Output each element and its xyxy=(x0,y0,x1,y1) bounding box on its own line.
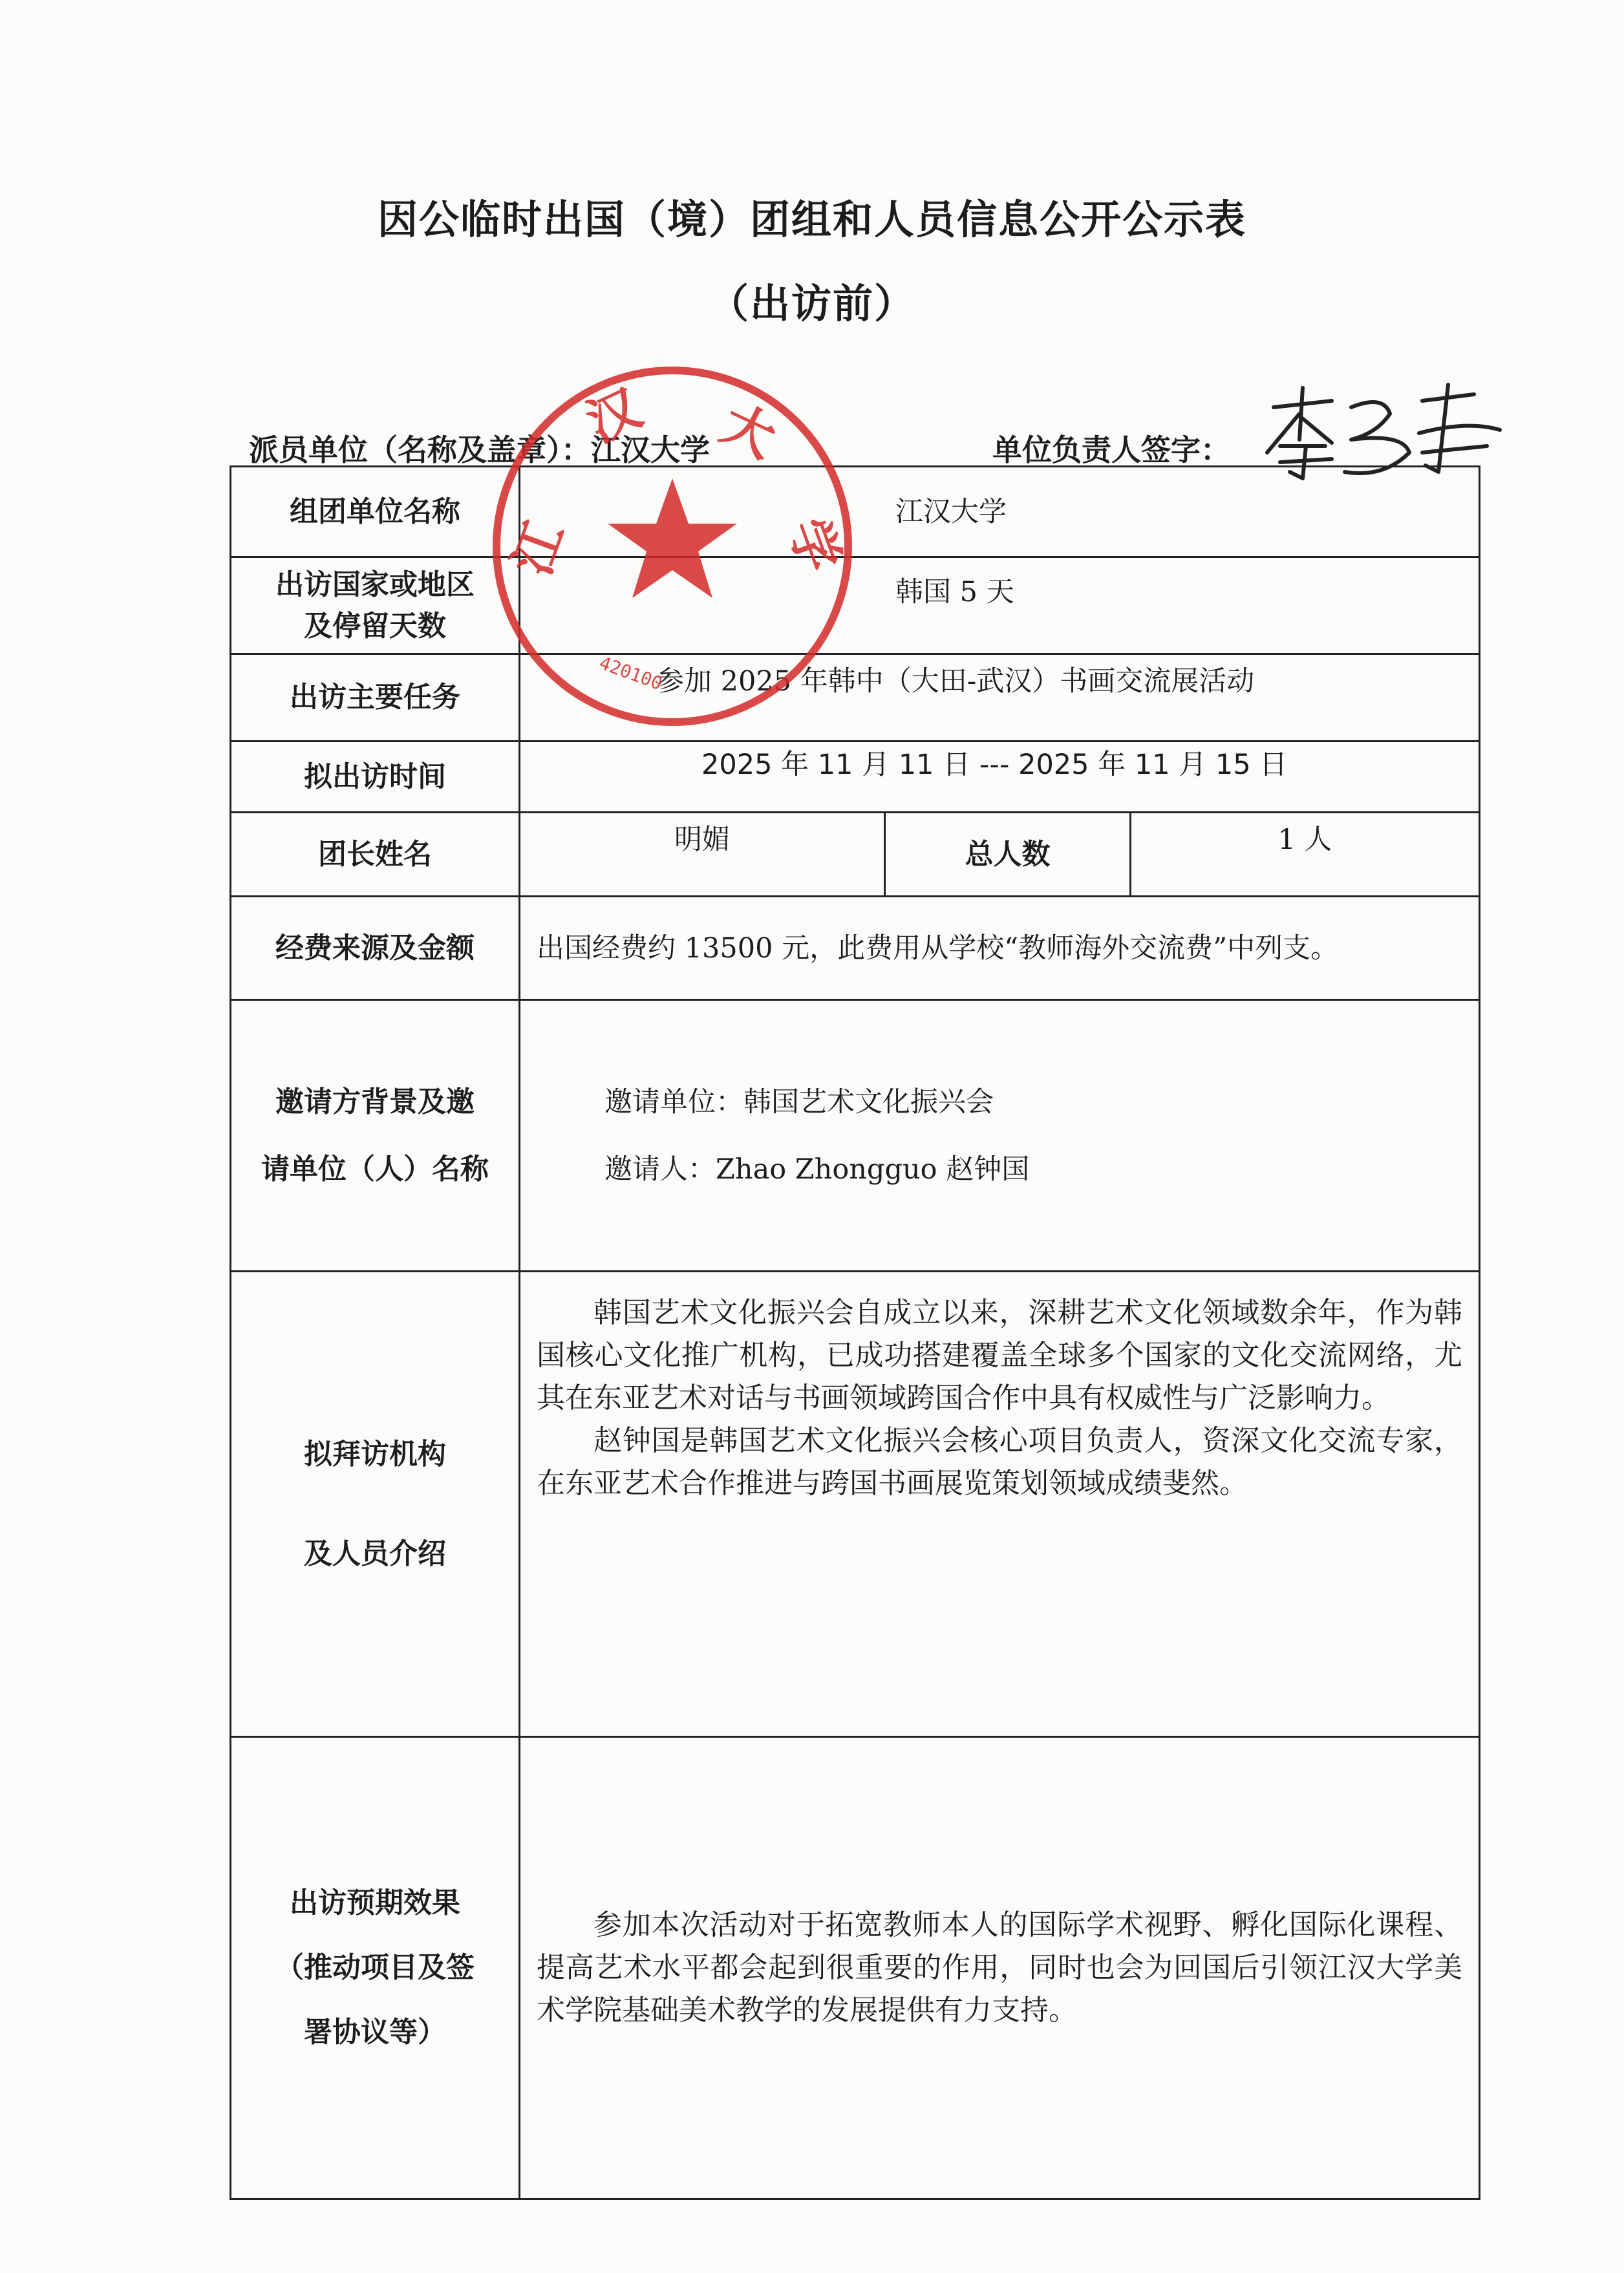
destination-label xyxy=(231,557,520,654)
total-count-label: 总人数 xyxy=(885,813,1131,897)
time-label: 拟出访时间 xyxy=(231,742,520,813)
institution-paragraph-1: 韩国艺术文化振兴会自成立以来，深耕艺术文化领域数余年，作为韩国核心文化推广机构，已成功搭建覆盖全球多个国家的文化交流网络，尤其在东亚艺术对话与书画领域跨国合作中具有权威性与广泛影响力。 xyxy=(537,1296,1463,1414)
row-effect xyxy=(231,1737,1480,2199)
svg-text:江: 江 xyxy=(501,513,576,583)
effect-label xyxy=(231,1737,520,2199)
destination-label-line2: 及停留天数 xyxy=(304,609,446,643)
svg-text:420100: 420100 xyxy=(596,652,665,695)
institution-label-line2: 及人员介绍 xyxy=(304,1537,446,1570)
effect-value xyxy=(520,1737,1480,2199)
row-leader xyxy=(231,813,1480,897)
time-value: 2025 年 11 月 11 日 --- 2025 年 11 月 15 日 xyxy=(520,742,1480,813)
funding-value: 出国经费约 13500 元，此费用从学校“教师海外交流费”中列支。 xyxy=(520,897,1480,1000)
institution-paragraph-2: 赵钟国是韩国艺术文化振兴会核心项目负责人，资深文化交流专家，在东亚艺术合作推进与跨国书画展览策划领域成绩斐然。 xyxy=(537,1424,1463,1500)
group-name-value: 江汉大学 xyxy=(520,467,1480,557)
institution-label xyxy=(231,1272,520,1737)
inviter-label-line2: 请单位（人）名称 xyxy=(261,1152,489,1186)
row-funding xyxy=(231,897,1480,1000)
leader-signature-label: 单位负责人签字： xyxy=(992,432,1230,467)
institution-label-line1: 拟拜访机构 xyxy=(304,1437,446,1471)
page-subtitle: （出访前） xyxy=(708,280,915,327)
effect-label-line3: 署协议等） xyxy=(304,2016,446,2049)
inviter-label xyxy=(231,1000,520,1272)
svg-text:大: 大 xyxy=(712,392,785,470)
page-title: 因公临时出国（境）团组和人员信息公开公示表 xyxy=(377,196,1246,243)
total-count-value: 1 人 xyxy=(1131,813,1480,897)
effect-label-line2: （推动项目及签 xyxy=(275,1951,475,1984)
effect-paragraph: 参加本次活动对于拓宽教师本人的国际学术视野、孵化国际化课程、提高艺术水平都会起到很重要的作用，同时也会为回国后引领江汉大学美术学院基础美术教学的发展提供有力支持。 xyxy=(537,1908,1463,2027)
svg-text:学: 学 xyxy=(777,510,851,580)
row-inviter xyxy=(231,1000,1480,1272)
leader-name: 明媚 xyxy=(520,813,885,897)
dispatch-unit-label: 派员单位（名称及盖章）：江汉大学 xyxy=(249,432,710,467)
mission-label: 出访主要任务 xyxy=(231,654,520,742)
destination-label-line1: 出访国家或地区 xyxy=(275,568,475,601)
inviter-label-line1: 邀请方背景及邀 xyxy=(275,1085,475,1118)
row-time xyxy=(231,742,1480,813)
mission-value: 参加 2025 年韩中（大田-武汉）书画交流展活动 xyxy=(520,654,1480,742)
svg-text:汉: 汉 xyxy=(577,378,650,454)
inviter-person: 邀请人：Zhao Zhongguo 赵钟国 xyxy=(604,1153,1030,1186)
funding-label: 经费来源及金额 xyxy=(231,897,520,1000)
leader-label: 团长姓名 xyxy=(231,813,520,897)
official-seal xyxy=(485,359,860,734)
effect-label-line1: 出访预期效果 xyxy=(290,1886,460,1919)
group-name-label: 组团单位名称 xyxy=(231,467,520,557)
institution-value xyxy=(520,1272,1480,1737)
inviter-value xyxy=(520,1000,1480,1272)
row-institution xyxy=(231,1272,1480,1737)
destination-value: 韩国 5 天 xyxy=(520,557,1480,654)
inviter-unit: 邀请单位：韩国艺术文化振兴会 xyxy=(604,1085,994,1118)
